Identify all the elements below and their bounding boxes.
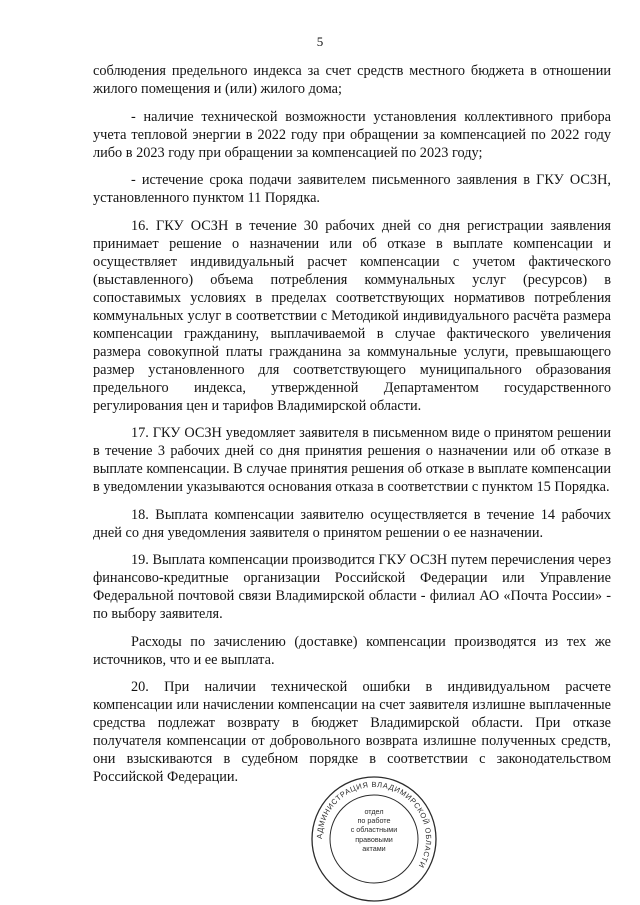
paragraph-list-item-2: - истечение срока подачи заявителем письменного заявления в ГКУ ОСЗН, установленного пунктом 11 Порядка. (93, 172, 611, 206)
paragraph-clause-19: 19. Выплата компенсации производится ГКУ ОСЗН путем перечисления через финансово-кредитные организации Российской Федерации или Управление Федеральной почтовой связи Владимирской области - филиал АО «Почта России» - по выбору заявителя. (93, 552, 611, 622)
document-body (93, 62, 611, 796)
paragraph-clause-20: 20. При наличии технической ошибки в индивидуальном расчете компенсации или начислении компенсации на счет заявителя излишне выплаченные средства подлежат возврату в бюджет Владимирской области. При отказе получателя компенсации от добровольного возврата излишне полученных средств, они взыскиваются в судебном порядке в соответствии с законодательством Российской Федерации. (93, 679, 611, 785)
stamp-line: отдел (364, 807, 384, 816)
paragraph-continuation: соблюдения предельного индекса за счет средств местного бюджета в отношении жилого помещения и (или) жилого дома; (93, 63, 611, 97)
official-stamp (307, 774, 441, 904)
page-number: 5 (316, 34, 324, 49)
stamp-line: актами (362, 843, 386, 853)
stamp-center-text (346, 807, 402, 853)
paragraph-clause-18: 18. Выплата компенсации заявителю осуществляется в течение 14 рабочих дней со дня уведомления заявителя о принятом решении о ее назначении. (93, 506, 611, 541)
paragraph-clause-16: 16. ГКУ ОСЗН в течение 30 рабочих дней со дня регистрации заявления принимает решение о назначении или об отказе в выплате компенсации и осуществляет индивидуальный расчет компенсации с учетом фактического (выставленного) объема потребления коммунальных услуг (ресурсов) в сопоставимых условиях в пределах соответствующих нормативов потребления коммунальных услуг в соответствии с Методикой индивидуального расчёта размера компенсации гражданину, выплачиваемой в случае фактического увеличения размера совокупной платы гражданина за коммунальные услуги, превышающего размер установленного для соответствующего муниципального образования предельного индекса, утвержденной Департаментом государственного регулирования цен и тарифов Владимирской области. (93, 217, 611, 414)
paragraph-expenses: Расходы по зачислению (доставке) компенсации производятся из тех же источников, что и ее выплата. (93, 633, 611, 668)
stamp-ring-text: АДМИНИСТРАЦИЯ ВЛАДИМИРСКОЙ ОБЛАСТИ (314, 779, 434, 870)
paragraph-clause-17: 17. ГКУ ОСЗН уведомляет заявителя в письменном виде о принятом решении в течение 3 рабочих дней со дня принятия решения о назначении или об отказе в выплате компенсации. В случае принятия решения об отказе в выплате компенсации в уведомлении указываются основания отказа в соответствии с пунктом 15 Порядка. (93, 425, 611, 495)
stamp-line: с областными (350, 825, 398, 835)
paragraph-list-item-1: - наличие технической возможности установления коллективного прибора учета тепловой энергии в 2022 году при обращении за компенсацией по 2022 году либо в 2023 году при обращении за компенсацией по 2023 году; (93, 108, 611, 161)
stamp-line: правовыми (355, 834, 393, 844)
stamp-line: по работе (357, 816, 391, 826)
